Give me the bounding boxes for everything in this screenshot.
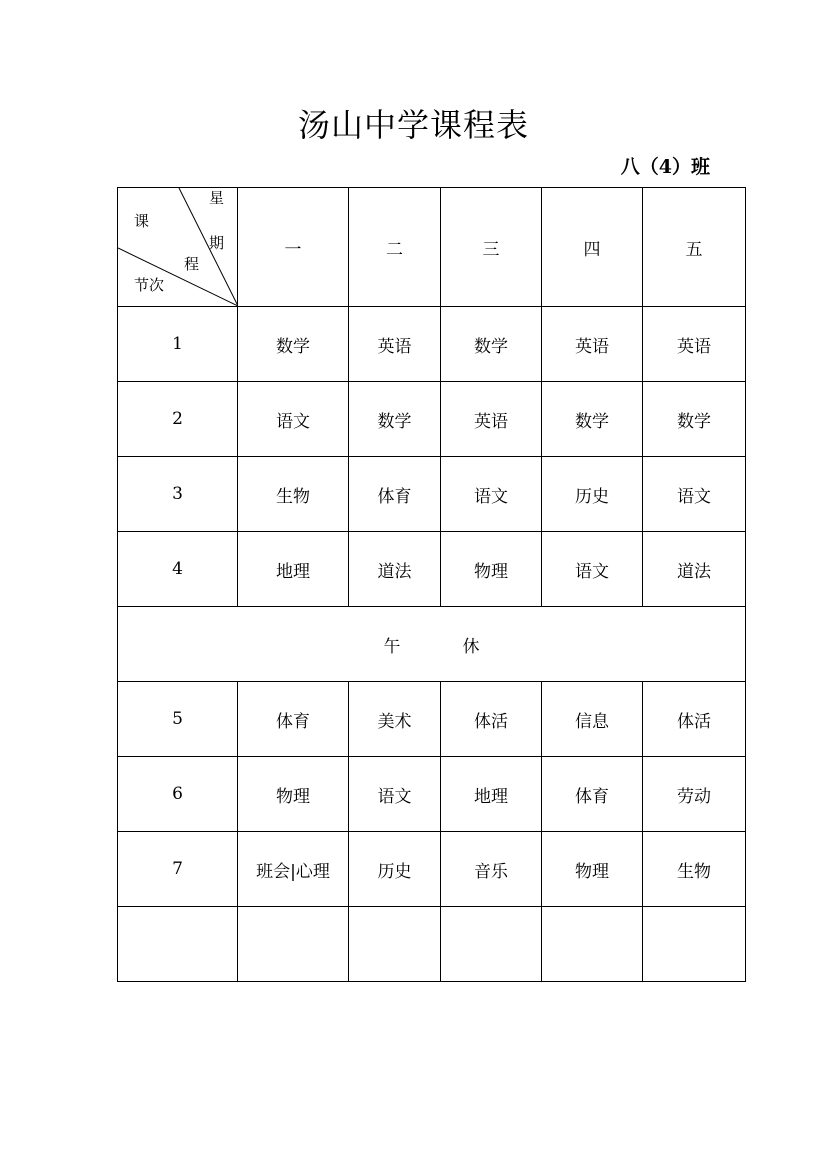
day-header: 一 bbox=[238, 188, 349, 307]
class-cell: 物理 bbox=[542, 832, 643, 907]
lunch-label-wu: 午 bbox=[383, 636, 401, 657]
class-cell: 地理 bbox=[238, 532, 349, 607]
class-cell: 语文 bbox=[238, 382, 349, 457]
class-cell: 英语 bbox=[441, 382, 542, 457]
corner-label-jieci: 节次 bbox=[134, 276, 165, 294]
day-header: 四 bbox=[542, 188, 643, 307]
corner-cell bbox=[118, 188, 238, 307]
page-title: 汤山中学课程表 bbox=[297, 106, 529, 144]
class-cell: 地理 bbox=[441, 757, 542, 832]
class-cell: 体育 bbox=[238, 682, 349, 757]
class-cell: 数学 bbox=[643, 382, 746, 457]
period-number: 4 bbox=[118, 532, 238, 607]
class-cell: 数学 bbox=[238, 307, 349, 382]
class-cell: 英语 bbox=[542, 307, 643, 382]
empty-cell bbox=[238, 907, 349, 982]
period-number: 2 bbox=[118, 382, 238, 457]
day-header: 二 bbox=[349, 188, 441, 307]
class-cell: 道法 bbox=[349, 532, 441, 607]
header-row bbox=[118, 188, 746, 307]
class-cell: 历史 bbox=[542, 457, 643, 532]
class-cell: 体活 bbox=[441, 682, 542, 757]
class-cell: 体活 bbox=[643, 682, 746, 757]
class-cell: 语文 bbox=[542, 532, 643, 607]
corner-label-ke: 课 bbox=[134, 212, 150, 230]
empty-cell bbox=[441, 907, 542, 982]
period-row bbox=[118, 382, 746, 457]
empty-cell bbox=[643, 907, 746, 982]
class-cell: 信息 bbox=[542, 682, 643, 757]
class-cell: 劳动 bbox=[643, 757, 746, 832]
period-number: 1 bbox=[118, 307, 238, 382]
period-number: 5 bbox=[118, 682, 238, 757]
class-cell: 历史 bbox=[349, 832, 441, 907]
period-row bbox=[118, 307, 746, 382]
class-cell: 物理 bbox=[441, 532, 542, 607]
period-row bbox=[118, 682, 746, 757]
empty-cell bbox=[349, 907, 441, 982]
period-row bbox=[118, 757, 746, 832]
class-cell: 体育 bbox=[542, 757, 643, 832]
class-cell: 数学 bbox=[349, 382, 441, 457]
period-row bbox=[118, 457, 746, 532]
corner-label-xing: 星 bbox=[209, 189, 225, 207]
schedule-table bbox=[117, 187, 746, 982]
lunch-break-cell bbox=[118, 607, 746, 682]
day-header: 三 bbox=[441, 188, 542, 307]
class-cell: 语文 bbox=[349, 757, 441, 832]
corner-label-cheng: 程 bbox=[184, 255, 200, 273]
class-cell: 生物 bbox=[238, 457, 349, 532]
corner-label-qi: 期 bbox=[209, 234, 225, 252]
class-cell: 生物 bbox=[643, 832, 746, 907]
lunch-row bbox=[118, 607, 746, 682]
class-cell: 音乐 bbox=[441, 832, 542, 907]
empty-row bbox=[118, 907, 746, 982]
lunch-label-xiu: 休 bbox=[462, 636, 480, 657]
class-cell: 语文 bbox=[441, 457, 542, 532]
class-cell: 道法 bbox=[643, 532, 746, 607]
day-header: 五 bbox=[643, 188, 746, 307]
period-row bbox=[118, 532, 746, 607]
period-number: 3 bbox=[118, 457, 238, 532]
class-cell: 体育 bbox=[349, 457, 441, 532]
class-cell: 班会|心理 bbox=[238, 832, 349, 907]
class-label: 八（4）班 bbox=[620, 156, 710, 178]
class-cell: 语文 bbox=[643, 457, 746, 532]
class-cell: 物理 bbox=[238, 757, 349, 832]
class-cell: 数学 bbox=[441, 307, 542, 382]
class-cell: 英语 bbox=[349, 307, 441, 382]
period-row bbox=[118, 832, 746, 907]
class-cell: 美术 bbox=[349, 682, 441, 757]
period-number: 6 bbox=[118, 757, 238, 832]
empty-cell bbox=[118, 907, 238, 982]
period-number: 7 bbox=[118, 832, 238, 907]
class-cell: 数学 bbox=[542, 382, 643, 457]
class-cell: 英语 bbox=[643, 307, 746, 382]
empty-cell bbox=[542, 907, 643, 982]
